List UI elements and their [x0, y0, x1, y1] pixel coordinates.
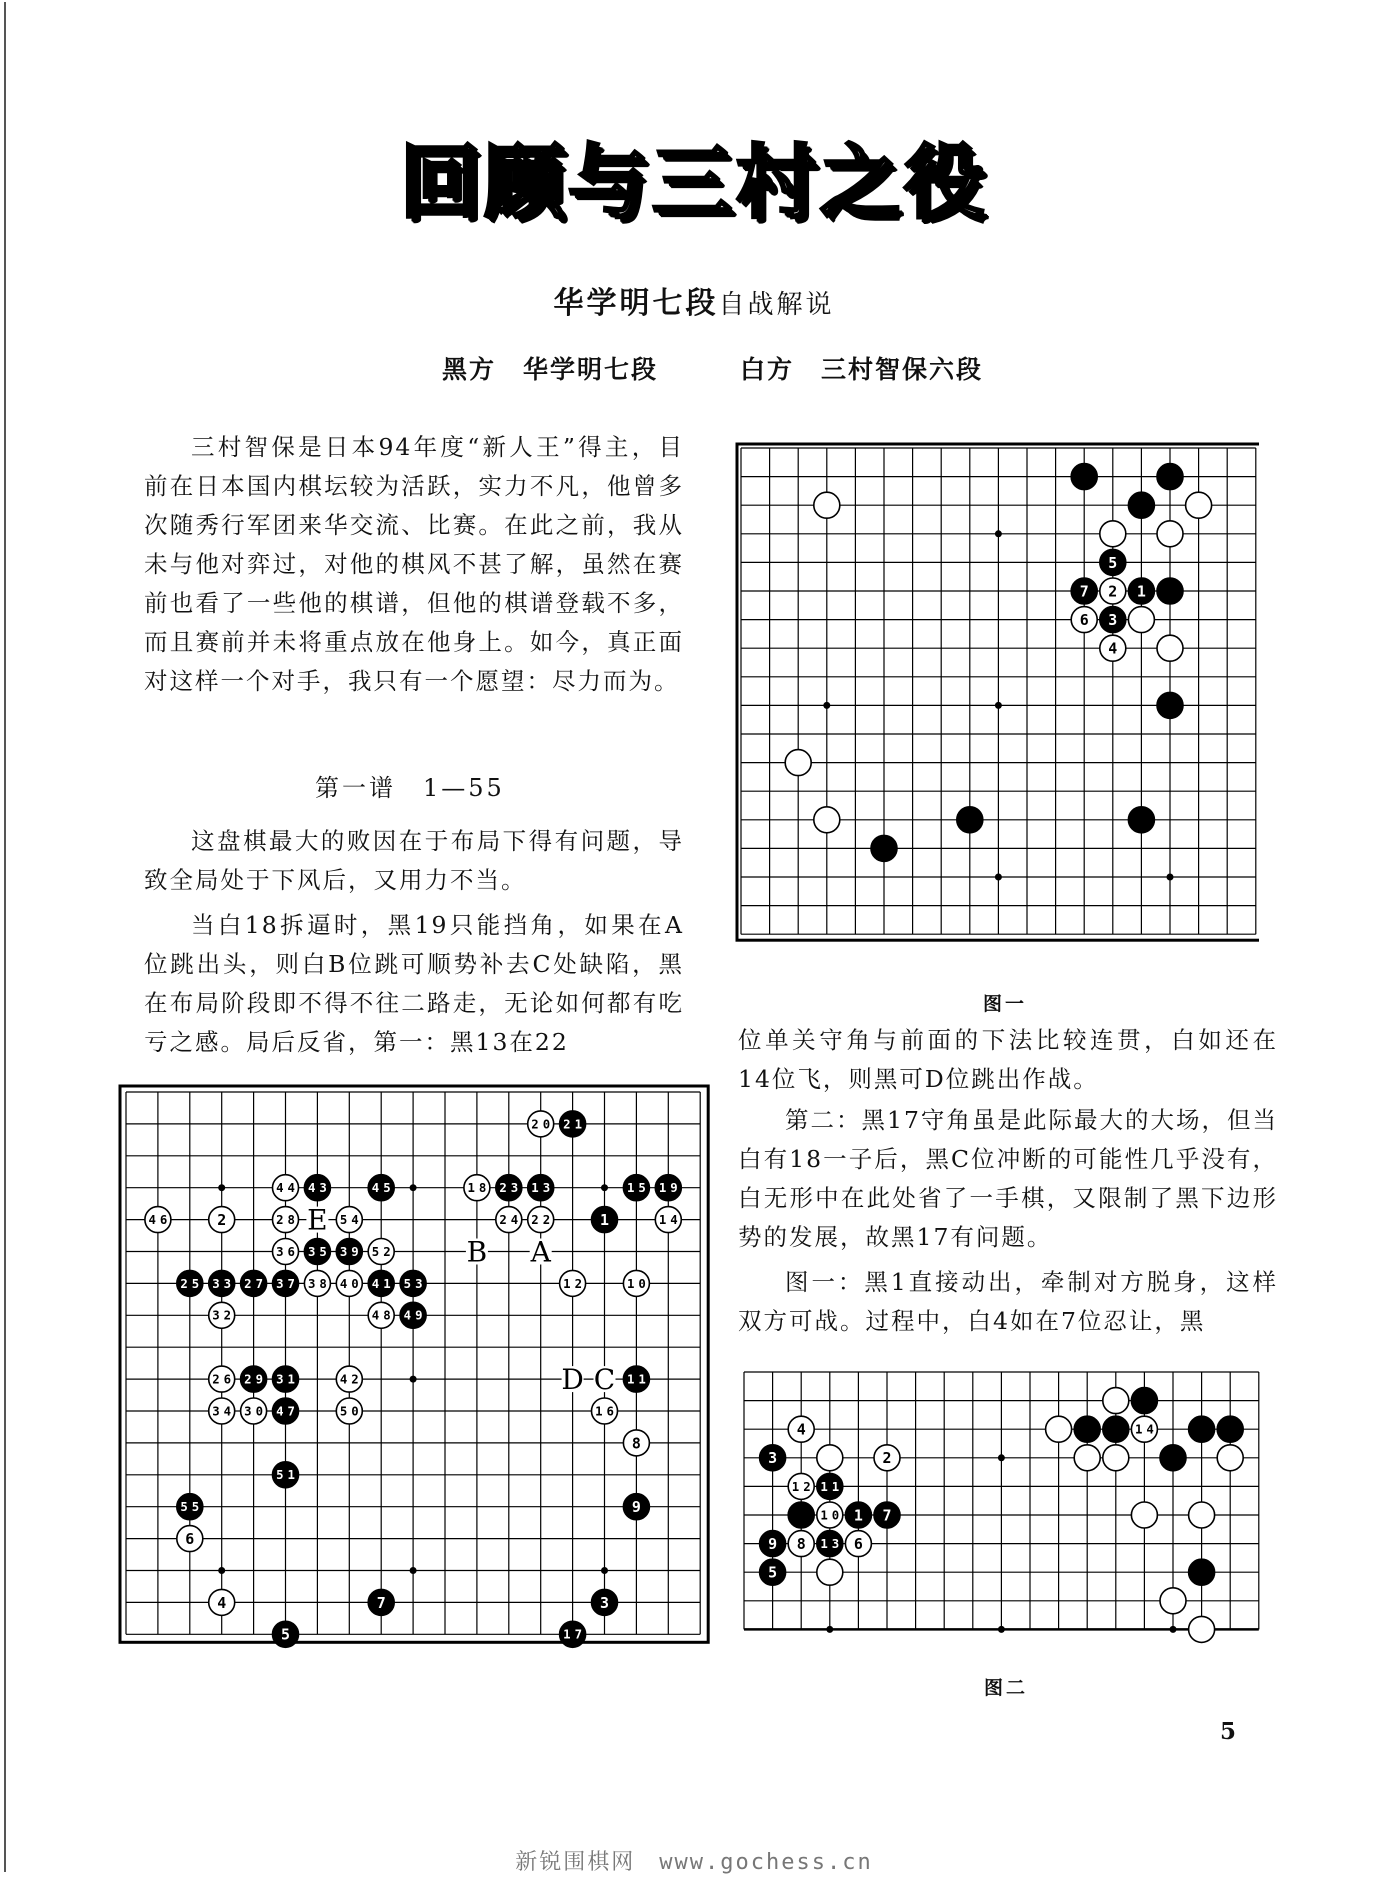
- svg-text:47: 47: [276, 1404, 295, 1419]
- go-board-figure-2: [738, 1366, 1266, 1658]
- stone-white-48: [368, 1302, 394, 1328]
- svg-text:52: 52: [371, 1244, 391, 1259]
- star-point: [410, 1567, 417, 1574]
- svg-text:19: 19: [658, 1181, 678, 1196]
- svg-text:23: 23: [499, 1181, 519, 1196]
- stone-black: [1071, 464, 1097, 490]
- stone-white: [1100, 521, 1126, 547]
- stone-white-8: [623, 1430, 649, 1456]
- stone-white-4: [1100, 635, 1126, 661]
- svg-text:2: 2: [217, 1210, 227, 1229]
- stone-white: [1157, 635, 1183, 661]
- article-title: 回顾与三村之役: [400, 136, 988, 229]
- svg-text:3: 3: [768, 1449, 778, 1468]
- svg-text:35: 35: [307, 1244, 327, 1259]
- stone-black-5: [1100, 549, 1126, 575]
- stone-white-50: [336, 1398, 362, 1424]
- svg-text:8: 8: [796, 1534, 806, 1553]
- go-board-figure-1: [735, 442, 1259, 956]
- svg-text:15: 15: [626, 1181, 646, 1196]
- svg-text:24: 24: [499, 1213, 519, 1228]
- svg-text:13: 13: [820, 1537, 840, 1552]
- stone-white-44: [273, 1175, 299, 1201]
- stone-white-10: [817, 1502, 843, 1528]
- stone-white-6: [177, 1526, 203, 1552]
- svg-text:53: 53: [403, 1276, 423, 1291]
- stone-black-7: [874, 1502, 900, 1528]
- stone-black-35: [304, 1239, 330, 1265]
- svg-text:34: 34: [212, 1404, 232, 1419]
- board-label-D: D: [561, 1363, 584, 1397]
- svg-text:46: 46: [148, 1213, 168, 1228]
- section-heading: 第一谱 1—55: [315, 774, 505, 802]
- stone-black-7: [1071, 578, 1097, 604]
- stone-white-32: [209, 1302, 235, 1328]
- go-board-main: [118, 1084, 714, 1664]
- stone-white-52: [368, 1239, 394, 1265]
- stone-white-24: [496, 1207, 522, 1233]
- svg-text:33: 33: [212, 1276, 232, 1291]
- stone-white: [1103, 1388, 1129, 1414]
- svg-text:7: 7: [882, 1506, 892, 1525]
- stone-black: [1157, 578, 1183, 604]
- stone-black-9: [623, 1494, 649, 1520]
- svg-text:14: 14: [1134, 1422, 1154, 1437]
- subtitle: [0, 278, 1388, 322]
- svg-text:10: 10: [820, 1508, 840, 1523]
- svg-text:28: 28: [276, 1213, 295, 1228]
- svg-text:6: 6: [853, 1534, 863, 1553]
- stone-black-1: [592, 1207, 618, 1233]
- svg-text:30: 30: [244, 1404, 264, 1419]
- svg-text:5: 5: [281, 1625, 290, 1644]
- svg-text:3: 3: [1108, 610, 1118, 629]
- svg-text:44: 44: [276, 1181, 295, 1196]
- stone-black: [1157, 692, 1183, 718]
- stone-white: [1189, 1502, 1215, 1528]
- svg-text:11: 11: [820, 1479, 840, 1494]
- stone-white-2: [1100, 578, 1126, 604]
- svg-text:25: 25: [180, 1276, 200, 1291]
- stone-white: [1160, 1588, 1186, 1614]
- star-point: [823, 702, 830, 709]
- star-point: [995, 530, 1002, 537]
- svg-text:4: 4: [217, 1593, 227, 1612]
- svg-text:6: 6: [185, 1529, 195, 1548]
- star-point: [218, 1184, 225, 1191]
- svg-text:40: 40: [339, 1276, 359, 1291]
- stone-white-34: [209, 1398, 235, 1424]
- intro-paragraph: 三村智保是日本94年度“新人王”得主，目前在日本国内棋坛较为活跃，实力不凡，他曾多次随秀行军团来华交流、比赛。在此之前，我从未与他对弈过，对他的棋风不甚了解，虽然在赛前也看了一些他的棋谱，但他的棋谱登载不多，而且赛前并未将重点放在他身上。如今，真正面对这样一个对手，我只有一个愿望：尽力而为。: [144, 433, 684, 695]
- star-point: [998, 1454, 1005, 1461]
- stone-black: [1131, 1388, 1157, 1414]
- svg-text:51: 51: [276, 1468, 295, 1483]
- svg-text:55: 55: [180, 1500, 200, 1515]
- stone-black: [788, 1502, 814, 1528]
- stone-white: [1128, 607, 1154, 633]
- stone-black-11: [623, 1366, 649, 1392]
- svg-text:38: 38: [307, 1276, 327, 1291]
- svg-text:5: 5: [1108, 553, 1118, 572]
- stone-black-47: [273, 1398, 299, 1424]
- stone-black-41: [368, 1270, 394, 1296]
- player-white: 白方 三村智保六段: [740, 355, 984, 384]
- stone-white-54: [336, 1207, 362, 1233]
- svg-text:2: 2: [1108, 582, 1118, 601]
- paragraph-2: 当白18拆逼时，黑19只能挡角，如果在A位跳出头，则白B位跳可顺势补去C处缺陷，黑在布局阶段即不得不往二路走，无论如何都有吃亏之感。局后反省，第一：黑13在22: [144, 911, 684, 1056]
- star-point: [601, 1567, 608, 1574]
- stone-white-36: [273, 1239, 299, 1265]
- stone-white-42: [336, 1366, 362, 1392]
- stone-black: [1074, 1416, 1100, 1442]
- watermark-footer: 新锐围棋网 www.gochess.cn: [515, 1850, 873, 1875]
- author-name: 华学明七段: [553, 286, 719, 321]
- stone-white-30: [241, 1398, 267, 1424]
- stone-black-5: [760, 1559, 786, 1585]
- stone-black-17: [560, 1621, 586, 1647]
- svg-text:20: 20: [531, 1117, 551, 1132]
- page-number: 5: [1220, 1718, 1237, 1745]
- stone-black: [1189, 1559, 1215, 1585]
- svg-text:4: 4: [796, 1420, 806, 1439]
- stone-white: [1131, 1502, 1157, 1528]
- stone-white: [1189, 1616, 1215, 1642]
- star-point: [601, 1184, 608, 1191]
- stone-white: [1157, 521, 1183, 547]
- stone-white-20: [528, 1111, 554, 1137]
- star-point: [995, 874, 1002, 881]
- stone-white-14: [655, 1207, 681, 1233]
- stone-black-11: [817, 1473, 843, 1499]
- star-point: [998, 1626, 1005, 1633]
- stone-black: [1217, 1416, 1243, 1442]
- svg-text:37: 37: [276, 1276, 295, 1291]
- board-label-C: C: [593, 1363, 616, 1397]
- board-label-E: E: [307, 1203, 328, 1237]
- stone-white: [814, 807, 840, 833]
- svg-text:21: 21: [563, 1117, 583, 1132]
- star-point: [410, 1376, 417, 1383]
- paragraph-4: 第二：黑17守角虽是此际最大的大场，但当白有18一子后，黑C位冲断的可能性几乎没有，白无形中在此处省了一手棋，又限制了黑下边形势的发展，故黑17有问题。: [738, 1106, 1278, 1251]
- svg-text:7: 7: [1079, 582, 1089, 601]
- svg-text:27: 27: [244, 1276, 264, 1291]
- stone-black-31: [273, 1366, 299, 1392]
- svg-text:17: 17: [563, 1627, 583, 1642]
- svg-text:43: 43: [307, 1181, 327, 1196]
- stone-black: [1160, 1445, 1186, 1471]
- stone-black-3: [1100, 607, 1126, 633]
- svg-text:18: 18: [467, 1181, 487, 1196]
- stone-black-9: [760, 1531, 786, 1557]
- stone-white-38: [304, 1270, 330, 1296]
- stone-black: [1189, 1416, 1215, 1442]
- svg-text:5: 5: [768, 1563, 778, 1582]
- svg-text:6: 6: [1079, 610, 1089, 629]
- stone-black-3: [592, 1589, 618, 1615]
- stone-white-2: [874, 1445, 900, 1471]
- stone-black-1: [845, 1502, 871, 1528]
- board-grid: [120, 1086, 708, 1642]
- svg-text:13: 13: [531, 1181, 551, 1196]
- stone-black-29: [241, 1366, 267, 1392]
- stone-black-43: [304, 1175, 330, 1201]
- stone-white-22: [528, 1207, 554, 1233]
- stone-black-37: [273, 1270, 299, 1296]
- svg-text:49: 49: [403, 1308, 423, 1323]
- stone-black-15: [623, 1175, 649, 1201]
- stone-black-7: [368, 1589, 394, 1615]
- svg-text:11: 11: [626, 1372, 646, 1387]
- svg-text:36: 36: [276, 1244, 295, 1259]
- svg-text:8: 8: [631, 1434, 641, 1453]
- svg-text:29: 29: [244, 1372, 264, 1387]
- stone-black-25: [177, 1270, 203, 1296]
- svg-text:12: 12: [791, 1479, 811, 1494]
- paragraph-1: 这盘棋最大的败因在于布局下得有问题，导致全局处于下风后，又用力不当。: [144, 827, 684, 894]
- stone-black-19: [655, 1175, 681, 1201]
- stone-white: [817, 1445, 843, 1471]
- stone-white-14: [1131, 1416, 1157, 1442]
- stone-black-27: [241, 1270, 267, 1296]
- stone-white-18: [464, 1175, 490, 1201]
- star-point: [410, 1184, 417, 1191]
- svg-text:45: 45: [371, 1181, 391, 1196]
- stone-black: [957, 807, 983, 833]
- stone-black-23: [496, 1175, 522, 1201]
- stone-white-12: [560, 1270, 586, 1296]
- stone-white: [1103, 1445, 1129, 1471]
- stone-black-3: [760, 1445, 786, 1471]
- stone-white-4: [209, 1589, 235, 1615]
- stone-white-26: [209, 1366, 235, 1392]
- stone-black-45: [368, 1175, 394, 1201]
- svg-text:3: 3: [600, 1593, 609, 1612]
- board-label-B: B: [466, 1235, 488, 1269]
- svg-text:12: 12: [563, 1276, 583, 1291]
- paragraph-5: 图一：黑1直接动出，牵制对方脱身，这样双方可战。过程中，白4如在7位忍让，黑: [738, 1268, 1278, 1335]
- stone-black-39: [336, 1239, 362, 1265]
- stone-white-6: [1071, 607, 1097, 633]
- paragraph-3: 位单关守角与前面的下法比较连贯，白如还在14位飞，则黑可D位跳出作战。: [738, 1026, 1278, 1093]
- svg-text:54: 54: [339, 1213, 359, 1228]
- stone-black: [1128, 492, 1154, 518]
- svg-text:32: 32: [212, 1308, 232, 1323]
- star-point: [826, 1626, 833, 1633]
- figure-2-caption: 图二: [984, 1677, 1029, 1699]
- svg-text:50: 50: [339, 1404, 359, 1419]
- svg-text:41: 41: [371, 1276, 391, 1291]
- svg-text:10: 10: [626, 1276, 646, 1291]
- stone-black: [1128, 807, 1154, 833]
- stone-black: [1157, 464, 1183, 490]
- stone-white-4: [788, 1416, 814, 1442]
- subtitle-rest: 自战解说: [718, 290, 835, 320]
- star-point: [995, 702, 1002, 709]
- stone-white-46: [145, 1207, 171, 1233]
- star-point: [218, 1567, 225, 1574]
- stone-black: [871, 835, 897, 861]
- stone-black-21: [560, 1111, 586, 1137]
- stone-black-5: [273, 1621, 299, 1647]
- stone-white: [785, 750, 811, 776]
- stone-white: [814, 492, 840, 518]
- stone-white: [1186, 492, 1212, 518]
- stone-white-40: [336, 1270, 362, 1296]
- svg-text:16: 16: [595, 1404, 614, 1419]
- stone-black-49: [400, 1302, 426, 1328]
- stone-white-2: [209, 1207, 235, 1233]
- stone-white: [817, 1559, 843, 1585]
- svg-text:14: 14: [658, 1213, 678, 1228]
- svg-text:2: 2: [882, 1449, 892, 1468]
- board-grid: [737, 444, 1259, 940]
- stone-white: [1074, 1445, 1100, 1471]
- svg-text:22: 22: [531, 1213, 551, 1228]
- svg-text:42: 42: [339, 1372, 359, 1387]
- stone-white: [1217, 1445, 1243, 1471]
- stone-white-8: [788, 1531, 814, 1557]
- star-point: [1170, 1626, 1177, 1633]
- stone-black-53: [400, 1270, 426, 1296]
- board-label-A: A: [530, 1235, 551, 1269]
- stone-black-13: [817, 1531, 843, 1557]
- stone-black: [1103, 1416, 1129, 1442]
- svg-text:39: 39: [339, 1244, 359, 1259]
- star-point: [1167, 874, 1174, 881]
- stone-black-33: [209, 1270, 235, 1296]
- stone-black-1: [1128, 578, 1154, 604]
- figure-1-caption: 图一: [983, 993, 1028, 1015]
- stone-white-6: [845, 1531, 871, 1557]
- svg-text:1: 1: [600, 1210, 609, 1229]
- stone-black-55: [177, 1494, 203, 1520]
- stone-white-10: [623, 1270, 649, 1296]
- svg-text:9: 9: [631, 1498, 641, 1517]
- svg-text:4: 4: [1108, 639, 1118, 658]
- svg-text:1: 1: [1136, 582, 1146, 601]
- stone-black-13: [528, 1175, 554, 1201]
- svg-text:48: 48: [371, 1308, 391, 1323]
- svg-text:26: 26: [212, 1372, 232, 1387]
- player-black: 黑方 华学明七段: [442, 355, 659, 384]
- svg-text:9: 9: [768, 1534, 778, 1553]
- stone-black-51: [273, 1462, 299, 1488]
- stone-white-16: [592, 1398, 618, 1424]
- svg-text:31: 31: [276, 1372, 295, 1387]
- stone-white: [1046, 1416, 1072, 1442]
- svg-text:7: 7: [376, 1593, 386, 1612]
- stone-white-12: [788, 1473, 814, 1499]
- stone-white-28: [273, 1207, 299, 1233]
- svg-text:1: 1: [853, 1506, 863, 1525]
